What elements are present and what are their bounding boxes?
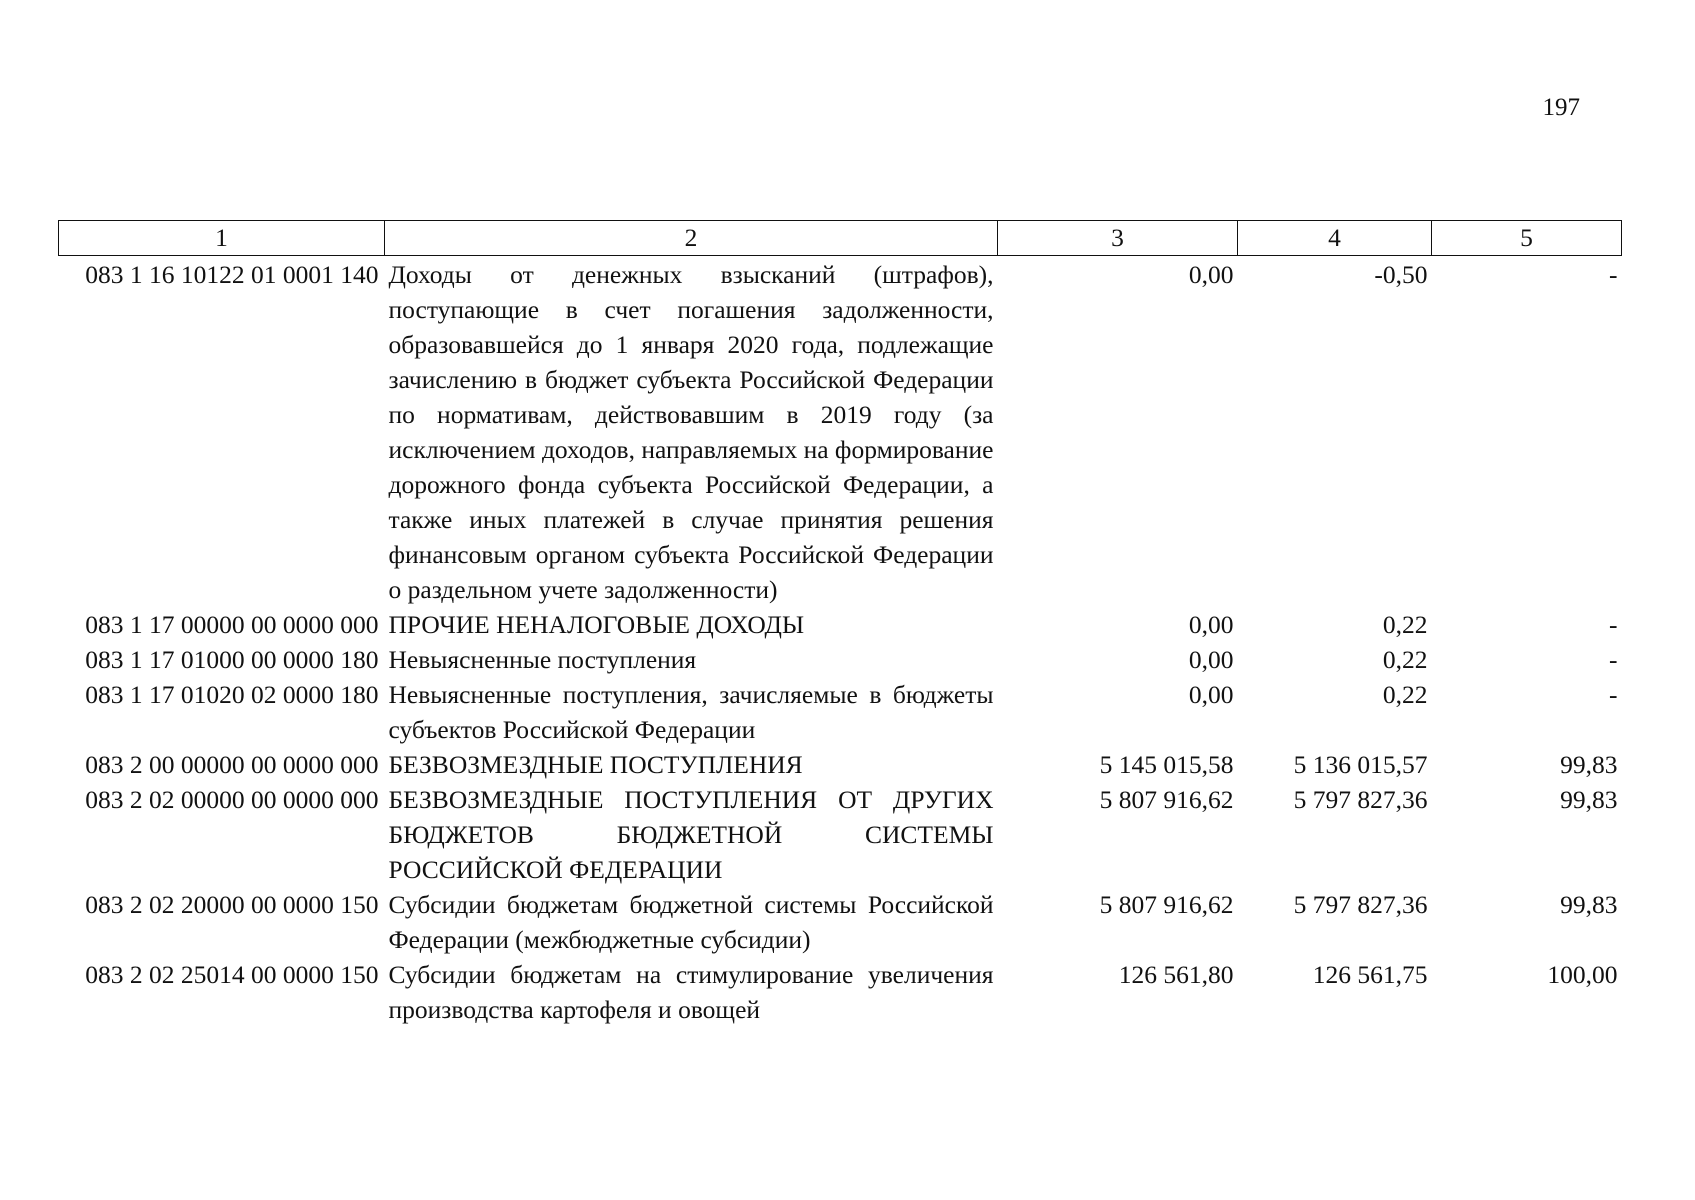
- budget-code: 083 2 02 00000 00 0000 000: [85, 785, 379, 814]
- budget-code: 083 1 17 01020 02 0000 180: [85, 680, 379, 709]
- page-number: 197: [1542, 94, 1580, 121]
- execution-percent: 99,83: [1560, 750, 1618, 779]
- column-number-4: 4: [1238, 221, 1432, 256]
- execution-percent: 99,83: [1560, 890, 1618, 919]
- income-description: Невыясненные поступления: [388, 645, 697, 674]
- planned-amount: 0,00: [1188, 260, 1234, 289]
- executed-amount: 5 797 827,36: [1293, 890, 1428, 919]
- column-number-2: 2: [385, 221, 998, 256]
- budget-code: 083 2 00 00000 00 0000 000: [85, 750, 379, 779]
- income-description: Невыясненные поступления, зачисляемые в бюджеты субъектов Российской Федерации: [388, 680, 994, 744]
- execution-percent: -: [1609, 680, 1618, 709]
- planned-amount: 5 807 916,62: [1099, 890, 1234, 919]
- planned-amount: 0,00: [1188, 680, 1234, 709]
- budget-code: 083 1 16 10122 01 0001 140: [85, 260, 379, 289]
- income-description: БЕЗВОЗМЕЗДНЫЕ ПОСТУПЛЕНИЯ: [388, 750, 803, 779]
- income-description: Субсидии бюджетам бюджетной системы Российской Федерации (межбюджетные субсидии): [388, 890, 994, 954]
- budget-code: 083 1 17 01000 00 0000 180: [85, 645, 379, 674]
- executed-amount: 5 797 827,36: [1293, 785, 1428, 814]
- table-row: [59, 747, 1622, 782]
- table-row: [59, 256, 1622, 608]
- table-row: [59, 642, 1622, 677]
- table-row: [59, 607, 1622, 642]
- planned-amount: 0,00: [1188, 610, 1234, 639]
- budget-code: 083 1 17 00000 00 0000 000: [85, 610, 379, 639]
- table-row: [59, 677, 1622, 747]
- executed-amount: 0,22: [1382, 645, 1428, 674]
- column-number-5: 5: [1432, 221, 1622, 256]
- income-description: Доходы от денежных взысканий (штрафов), поступающие в счет погашения задолженности, образовавшейся до 1 января 2020 года, подлежащие зачислению в бюджет субъекта Российской Федерации по нормативам, действовавшим в 2019 году (за исключением доходов, направляемых на формирование дорожного фонда субъекта Российской Федерации, а также иных платежей в случае принятия решения финансовым органом субъекта Российской Федерации о раздельном учете задолженности): [388, 260, 994, 604]
- executed-amount: 126 561,75: [1312, 960, 1428, 989]
- planned-amount: 0,00: [1188, 645, 1234, 674]
- table-row: [59, 887, 1622, 957]
- executed-amount: 0,22: [1382, 610, 1428, 639]
- execution-percent: 99,83: [1560, 785, 1618, 814]
- planned-amount: 5 145 015,58: [1099, 750, 1234, 779]
- execution-percent: -: [1609, 645, 1618, 674]
- planned-amount: 5 807 916,62: [1099, 785, 1234, 814]
- income-description: БЕЗВОЗМЕЗДНЫЕ ПОСТУПЛЕНИЯ ОТ ДРУГИХ БЮДЖЕТОВ БЮДЖЕТНОЙ СИСТЕМЫ РОССИЙСКОЙ ФЕДЕРАЦИИ: [388, 785, 994, 884]
- execution-percent: 100,00: [1547, 960, 1618, 989]
- column-number-row: [59, 221, 1622, 256]
- column-number-1: 1: [59, 221, 385, 256]
- planned-amount: 126 561,80: [1118, 960, 1234, 989]
- budget-table: [58, 220, 1622, 1027]
- column-number-3: 3: [998, 221, 1238, 256]
- executed-amount: -0,50: [1374, 260, 1428, 289]
- execution-percent: -: [1609, 260, 1618, 289]
- table-row: [59, 957, 1622, 1027]
- execution-percent: -: [1609, 610, 1618, 639]
- income-description: Субсидии бюджетам на стимулирование увеличения производства картофеля и овощей: [388, 960, 994, 1024]
- budget-code: 083 2 02 25014 00 0000 150: [85, 960, 379, 989]
- executed-amount: 5 136 015,57: [1293, 750, 1428, 779]
- executed-amount: 0,22: [1382, 680, 1428, 709]
- budget-code: 083 2 02 20000 00 0000 150: [85, 890, 379, 919]
- income-description: ПРОЧИЕ НЕНАЛОГОВЫЕ ДОХОДЫ: [388, 610, 805, 639]
- table-row: [59, 782, 1622, 887]
